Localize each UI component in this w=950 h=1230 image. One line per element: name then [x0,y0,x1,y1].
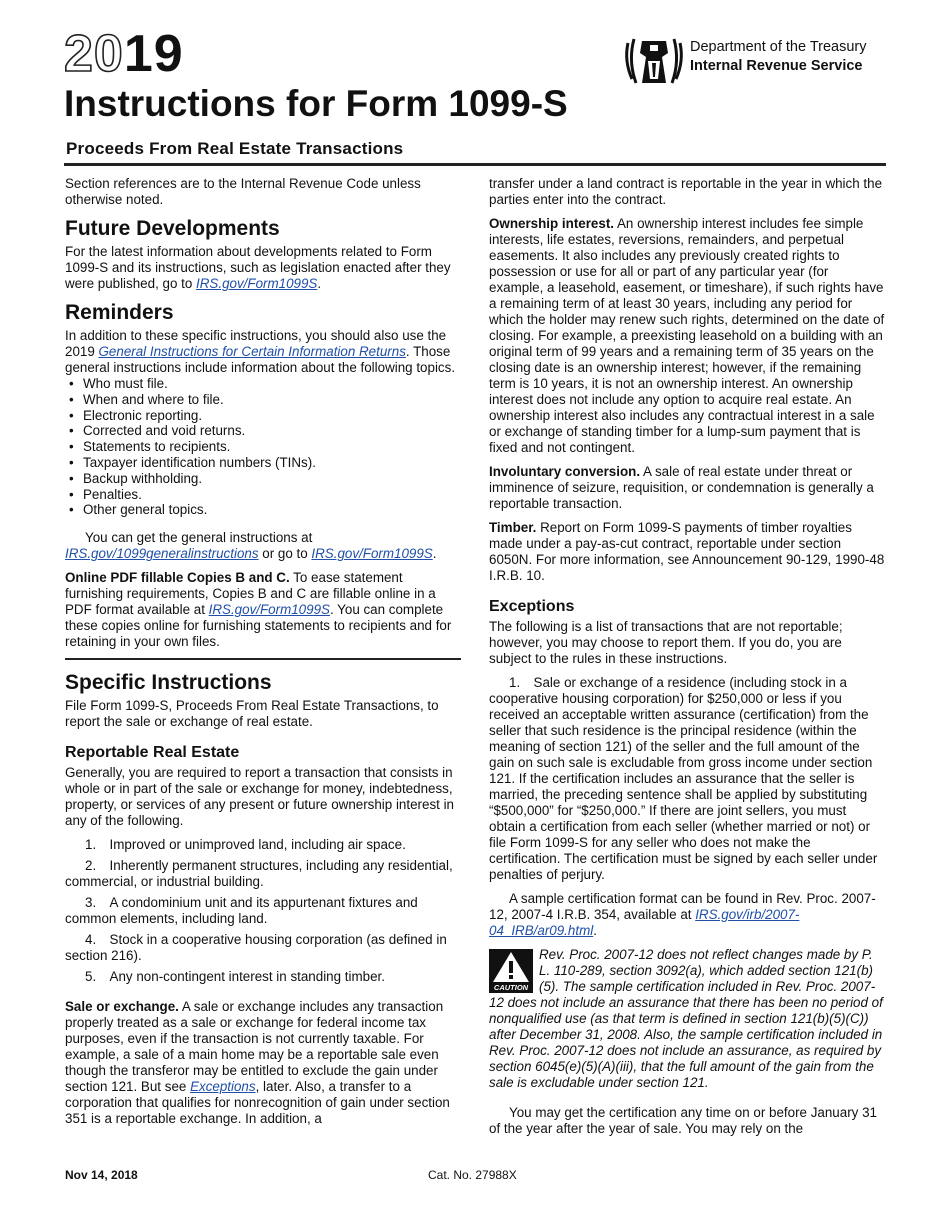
list-item: 5. Any non-contingent interest in standing timber. [85,969,385,985]
agency-irs: Internal Revenue Service [690,58,863,74]
specific-instructions-text: File Form 1099-S, Proceeds From Real Estate Transactions, to report the sale or exchange of real estate. [65,698,439,730]
form1099s-link-3[interactable]: IRS.gov/Form1099S [208,602,330,618]
reportable-real-estate-text: Generally, you are required to report a transaction that consists in whole or in part of the sale or exchange for money, indebtedness, property, or services of any present or future ownership interest in any of the following. [65,765,455,829]
exceptions-heading: Exceptions [489,598,575,615]
reminders-heading: Reminders [65,301,174,324]
rev-proc-link[interactable]: IRS.gov/irb/2007-04_IRB/ar09.html [489,907,800,938]
list-item: • Who must file. [83,376,461,392]
intro-text: Section references are to the Internal Revenue Code unless otherwise noted. [65,176,421,207]
list-item: • Taxpayer identification numbers (TINs). [83,455,461,471]
reportable-real-estate-heading: Reportable Real Estate [65,744,240,762]
online-fillable-text: Online PDF fillable Copies B and C. To ease statement furnishing requirements, Copies B and C are fillable online in a PDF format available at IRS.gov/Form1099S. You can complete these copies online for furnishing statements to recipients and for retaining in your own files. [65,570,452,650]
general-instructions-text: You can get the general instructions at IRS.gov/1099generalinstructions or go to IRS.gov/Form1099S. [65,530,437,562]
future-developments-text: For the latest information about developments related to Form 1099-S and its instructions, such as legislation enacted after they were published, go to IRS.gov/Form1099S. [65,244,451,291]
sale-or-exchange-text: Sale or exchange. A sale or exchange includes any transaction properly treated as a sale or exchange for federal income tax purposes, even if the transaction is not currently taxable. For example, a sale of a main home may be a reportable sale even though the transferor may be entitled to exclude the gain under section 121. But see Exceptions, later. Also, a transfer to a corporation that qualifies for nonrecognition of gain under section 351 is a reportable exchange. In addition, a [65,999,450,1127]
list-item: • Electronic reporting. [83,408,461,424]
caution-label: CAUTION [493,983,529,992]
1099-general-instructions-link[interactable]: IRS.gov/1099generalinstructions [65,546,259,562]
exceptions-link[interactable]: Exceptions [190,1079,256,1095]
timber-text: Timber. Report on Form 1099-S payments of timber royalties made under a pay-as-cut contract, reportable under section 6050N. For more information, see Announcement 90-129, 1990-48 I.R.B. 10. [489,520,885,583]
list-item: • Backup withholding. [83,471,461,487]
future-developments-heading: Future Developments [65,217,280,240]
list-item: • When and where to file. [83,392,461,408]
list-item: • Penalties. [83,487,461,503]
list-item: 3. A condominium unit and its appurtenant fixtures and common elements, including land. [65,895,418,927]
certification-timing-text: You may get the certification any time on or before January 31 of the year after the year of sale. You may rely on the [489,1105,877,1136]
reminders-text: In addition to these specific instructions, you should also use the 2019 General Instructions for Certain Information Returns. Those general instructions include information about the following topics. [65,328,456,375]
exception-1-text: 1. Sale or exchange of a residence (including stock in a cooperative housing corporation) for $250,000 or less if you received an acceptable written assurance (certification) from the seller that such residence is the principal residence (within the meaning of section 121) of the seller and the full amount of the gain on such sale is excludable from gross income under section 121. If the certification includes an assurance that the seller is married, the preceding sentence shall be applied by substituting “$500,000” for “$250,000.” If there are joint sellers, you must obtain a certification from each seller (whether married or not) or file Form 1099-S for any seller who does not make the certification. The certification must be signed by each seller under penalties of perjury. [489,675,878,882]
land-contract-text: transfer under a land contract is reportable in the year in which the parties enter into the contract. [489,176,883,207]
page-title: Instructions for Form 1099-S [64,83,568,124]
section-divider [65,658,461,660]
agency-name [690,38,867,76]
list-item: 1. Improved or unimproved land, including air space. [85,837,406,853]
footer-date: Nov 14, 2018 [65,1168,138,1182]
form1099s-link-2[interactable]: IRS.gov/Form1099S [311,546,433,562]
list-item: 2. Inherently permanent structures, including any residential, commercial, or industrial building. [65,858,453,890]
exceptions-text: The following is a list of transactions that are not reportable; however, you may choose to report them. If you do, you are subject to the rules in these instructions. [489,619,843,666]
sample-certification-text: A sample certification format can be found in Rev. Proc. 2007-12, 2007-4 I.R.B. 354, available at IRS.gov/irb/2007-04_IRB/ar09.html. [489,891,876,938]
general-instructions-link[interactable]: General Instructions for Certain Information Returns [98,344,406,359]
left-column [65,176,461,1135]
list-item: • Statements to recipients. [83,439,461,455]
agency-department: Department of the Treasury [690,39,867,55]
list-item: • Other general topics. [83,502,461,518]
caution-note [489,947,885,1091]
ownership-interest-text: Ownership interest. An ownership interest includes fee simple interests, life estates, reversions, remainders, and perpetual easements. It also includes any previously created rights to possession or use for all or part of any particular year (for example, a leasehold, easement, or timeshare), if such rights have a remaining term of at least 30 years, including any period for which the holder may renew such rights, determined on the date of closing. For example, a preexisting leasehold on a building with an original term of 99 years and a remaining term of 35 years on the closing date is an ownership interest; however, if the remaining term is 10 years, it is not an ownership interest. An ownership interest does not include any option to acquire real estate. An ownership interest also includes any contractual interest in a sale or exchange of standing timber for a lump-sum payment that is fixed and not contingent. [489,216,885,455]
caution-text: Rev. Proc. 2007-12 does not reflect changes made by P. L. 110-289, section 3092(a), which added section 121(b)(5). The sample certification included in Rev. Proc. 2007-12 does not include an assurance that there has been no period of nonqualified use (as that term is defined in section 121(b)(5)(C)) after December 31, 2008. Also, the sample certification included in Rev. Proc. 2007-12 does not include an assurance, as required by section 6045(e)(5)(A)(iii), that the full amount of the gain from the sale is excludable under section 121. [489,947,883,1090]
form1099s-link[interactable]: IRS.gov/Form1099S [196,276,318,291]
right-column [489,176,885,1145]
footer-catalog-number: Cat. No. 27988X [428,1168,517,1182]
year-solid: 19 [123,25,184,83]
list-item: • Corrected and void returns. [83,423,461,439]
list-item: 4. Stock in a cooperative housing corporation (as defined in section 216). [65,932,447,964]
header-divider [64,163,886,166]
topics-list [65,376,461,518]
caution-icon [489,949,533,993]
reportable-items-list [65,837,461,985]
page-subtitle: Proceeds From Real Estate Transactions [66,139,404,158]
year [64,26,184,82]
year-outline: 20 [64,25,124,83]
irs-eagle-logo-icon [622,33,686,89]
involuntary-conversion-text: Involuntary conversion. A sale of real estate under threat or imminence of seizure, requisition, or condemnation is generally a reportable transaction. [489,464,874,511]
specific-instructions-heading: Specific Instructions [65,671,272,695]
